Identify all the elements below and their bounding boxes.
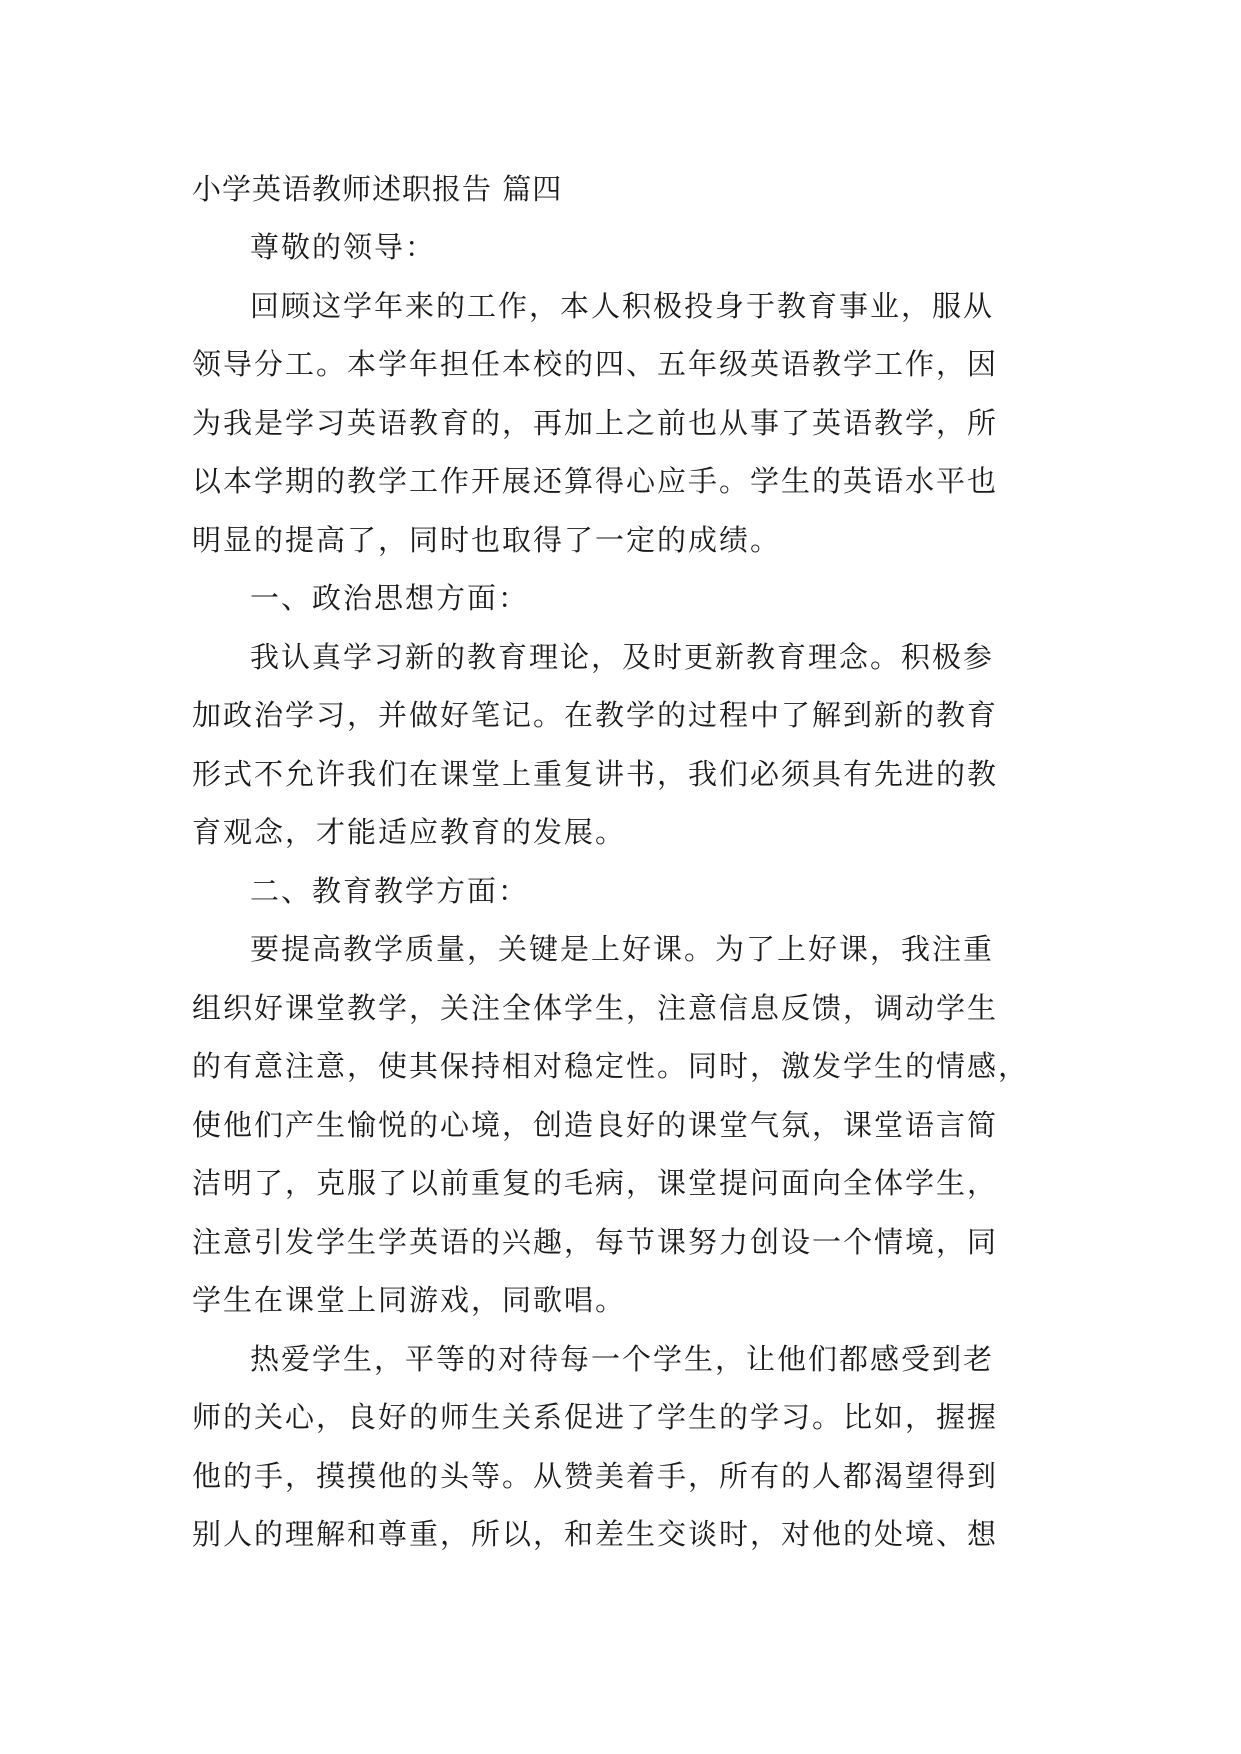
text-line: 的有意注意，使其保持相对稳定性。同时，激发学生的情感， xyxy=(192,1049,1030,1083)
paragraph-greeting xyxy=(192,218,1050,277)
text-line: 明显的提高了，同时也取得了一定的成绩。 xyxy=(192,522,782,557)
text-line: 一、政治思想方面： xyxy=(250,581,530,615)
section-heading-politics xyxy=(192,569,1050,628)
text-line: 师的关心，良好的师生关系促进了学生的学习。比如，握握 xyxy=(192,1400,999,1434)
paragraph-teaching xyxy=(192,920,1050,1330)
text-line: 注意引发学生学英语的兴趣，每节课努力创设一个情境，同 xyxy=(192,1224,999,1259)
document-title: 小学英语教师述职报告 篇四 xyxy=(192,172,563,206)
text-line: 尊敬的领导： xyxy=(250,230,437,264)
text-line: 回顾这学年来的工作，本人积极投身于教育事业，服从 xyxy=(250,288,995,323)
text-line: 为我是学习英语教育的，再加上之前也从事了英语教学，所 xyxy=(192,405,999,440)
text-line: 以本学期的教学工作开展还算得心应手。学生的英语水平也 xyxy=(192,464,999,498)
text-line: 别人的理解和尊重，所以，和差生交谈时，对他的处境、想 xyxy=(192,1517,999,1551)
text-line: 二、教育教学方面： xyxy=(250,873,530,908)
text-line: 我认真学习新的教育理论，及时更新教育理念。积极参 xyxy=(250,639,995,674)
text-line: 使他们产生愉悦的心境，创造良好的课堂气氛，课堂语言简 xyxy=(192,1107,999,1142)
text-line: 热爱学生，平等的对待每一个学生，让他们都感受到老 xyxy=(250,1341,995,1376)
text-line: 学生在课堂上同游戏，同歌唱。 xyxy=(192,1283,627,1317)
paragraph-review xyxy=(192,277,1050,570)
text-line: 他的手，摸摸他的头等。从赞美着手，所有的人都渴望得到 xyxy=(192,1458,999,1493)
paragraph-politics xyxy=(192,628,1050,862)
text-line: 加政治学习，并做好笔记。在教学的过程中了解到新的教育 xyxy=(192,698,999,732)
text-line: 形式不允许我们在课堂上重复讲书，我们必须具有先进的教 xyxy=(192,756,999,791)
document-body xyxy=(192,160,1050,1564)
text-line: 要提高教学质量，关键是上好课。为了上好课，我注重 xyxy=(250,932,995,966)
section-heading-teaching xyxy=(192,862,1050,921)
text-line: 洁明了，克服了以前重复的毛病，课堂提问面向全体学生， xyxy=(192,1166,999,1200)
paragraph-students xyxy=(192,1330,1050,1564)
text-line: 领导分工。本学年担任本校的四、五年级英语教学工作，因 xyxy=(192,347,999,381)
text-line: 育观念，才能适应教育的发展。 xyxy=(192,815,627,849)
text-line: 组织好课堂教学，关注全体学生，注意信息反馈，调动学生 xyxy=(192,990,999,1025)
